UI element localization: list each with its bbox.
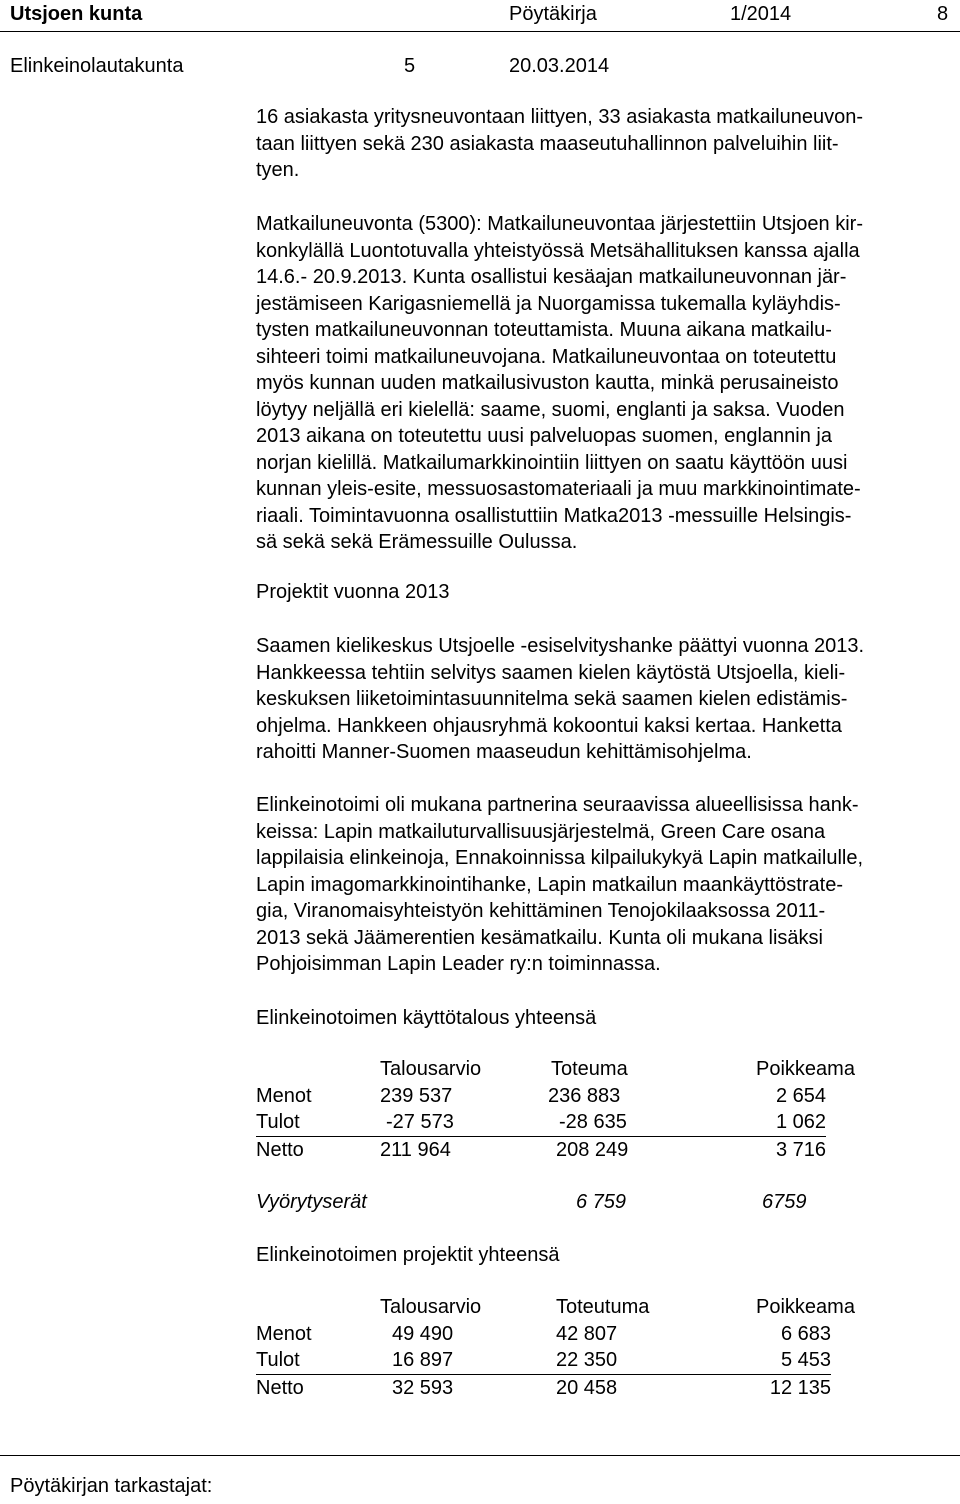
row-label: Netto: [256, 1138, 304, 1161]
text-line: kunnan yleis-esite, messuosastomateriaali ja muu markkinointimate-: [256, 478, 861, 500]
budget-cell: 32 593: [392, 1376, 454, 1399]
column-header-budget: Talousarvio: [380, 1058, 482, 1080]
difference-cell: 3 716: [775, 1138, 826, 1161]
row-label: Netto: [256, 1376, 304, 1399]
row-label: Tulot: [256, 1349, 300, 1371]
paragraph-tourism-advice: [256, 211, 956, 556]
operating-budget-title: Elinkeinotoimen käyttötalous yhteensä: [256, 1007, 597, 1029]
difference-cell: 6759: [762, 1191, 807, 1213]
difference-cell: 6 683: [780, 1322, 831, 1345]
footer-divider: [0, 1455, 960, 1456]
column-header-difference: Poikkeama: [756, 1058, 855, 1080]
text-line: jestämiseen Karigasniemellä ja Nuorgamissa tukemalla kyläyhdis-: [256, 292, 841, 315]
column-header-actual: Toteuma: [551, 1058, 628, 1080]
text-line: löytyy neljällä eri kielellä: saame, suomi, englanti ja saksa. Vuoden: [256, 398, 845, 421]
text-line: Lapin imagomarkkinointihanke, Lapin matkailun maankäyttöstrate-: [256, 873, 843, 896]
table-row: [256, 1083, 876, 1110]
text-line: tysten matkailuneuvonnan toteuttamista. Muuna aikana matkailu-: [256, 319, 832, 341]
table-header-row: [256, 1056, 876, 1083]
text-line: rahoitti Manner-Suomen maaseudun kehittämisohjelma.: [256, 741, 752, 763]
text-line: Saamen kielikeskus Utsjoelle -esiselvityshanke päättyi vuonna 2013.: [256, 635, 865, 657]
text-line: Matkailuneuvonta (5300): Matkailuneuvontaa järjestettiin Utsjoen kir-: [256, 213, 863, 235]
text-line: myös kunnan uuden matkailusivuston kautta, minkä perusaineisto: [256, 372, 839, 394]
budget-cell: 49 490: [392, 1322, 454, 1345]
actual-cell: 6 759: [576, 1191, 627, 1213]
text-line: Pohjoisimman Lapin Leader ry:n toiminnassa.: [256, 953, 661, 975]
text-line: ohjelma. Hankkeen ohjausryhmä kokoontui kaksi kertaa. Hanketta: [256, 714, 842, 737]
text-line: 16 asiakasta yritysneuvontaan liittyen, 33 asiakasta matkailuneuvon-: [256, 106, 864, 128]
column-header-budget: Talousarvio: [380, 1296, 482, 1318]
actual-cell: 22 350: [556, 1349, 618, 1371]
reviewers-label: Pöytäkirjan tarkastajat:: [10, 1475, 213, 1497]
operating-budget-table: [256, 1056, 876, 1163]
text-line: taan liittyen sekä 230 asiakasta maaseutuhallinnon palveluihin liit-: [256, 132, 839, 155]
text-line: sihteeri toimi matkailuneuvojana. Matkailuneuvontaa on toteutettu: [256, 345, 837, 368]
paragraph-partner-projects: [256, 792, 956, 978]
text-line: lappilaisia elinkeinoja, Ennakoinnissa kilpailukykyä Lapin matkailulle,: [256, 847, 864, 869]
row-label: Vyörytyserät: [256, 1191, 367, 1213]
doc-number: 1/2014: [730, 3, 792, 25]
column-header-actual: Toteutuma: [556, 1296, 650, 1318]
row-label: Menot: [256, 1322, 312, 1345]
committee-name: Elinkeinolautakunta: [10, 55, 184, 77]
text-line: 2013 sekä Jäämerentien kesämatkailu. Kunta oli mukana lisäksi: [256, 926, 823, 949]
actual-cell: -28 635: [559, 1111, 627, 1133]
text-line: tyen.: [256, 159, 300, 181]
budget-cell: 16 897: [392, 1349, 454, 1371]
text-line: keskuksen liiketoimintasuunnitelma sekä saamen kielen edistämis-: [256, 688, 848, 710]
section-number: 5: [404, 55, 416, 77]
text-line: riaali. Toimintavuonna osallistuttiin Matka2013 -messuille Helsingis-: [256, 504, 852, 527]
text-line: 2013 aikana on toteutettu uusi palveluopas suomen, englannin ja: [256, 425, 832, 447]
actual-cell: 208 249: [556, 1138, 629, 1161]
page-number: 8: [937, 3, 949, 25]
budget-cell: 211 964: [380, 1138, 451, 1161]
difference-cell: 1 062: [775, 1111, 826, 1133]
allocations-row: [256, 1189, 876, 1216]
table-row: [256, 1109, 826, 1137]
difference-cell: 5 453: [780, 1349, 831, 1371]
projects-heading: Projektit vuonna 2013: [256, 581, 450, 603]
table-row: [256, 1347, 831, 1375]
budget-cell: -27 573: [386, 1111, 454, 1133]
org-name: Utsjoen kunta: [10, 3, 143, 25]
column-header-difference: Poikkeama: [756, 1296, 855, 1318]
table-row: [256, 1375, 876, 1402]
table-header-row: [256, 1294, 876, 1321]
budget-cell: 239 537: [380, 1084, 453, 1107]
text-line: 14.6.- 20.9.2013. Kunta osallistui kesäajan matkailuneuvonnan jär-: [256, 266, 847, 288]
text-line: gia, Viranomaisyhteistyön kehittäminen Tenojokilaaksossa 2011-: [256, 900, 826, 922]
text-line: Elinkeinotoimi oli mukana partnerina seuraavissa alueellisissa hank-: [256, 794, 859, 816]
paragraph-language-centre: [256, 633, 956, 766]
difference-cell: 2 654: [775, 1084, 826, 1107]
text-line: keissa: Lapin matkailuturvallisuusjärjestelmä, Green Care osana: [256, 820, 826, 843]
text-line: sä sekä sekä Erämessuille Oulussa.: [256, 531, 578, 553]
row-label: Menot: [256, 1084, 312, 1107]
text-line: Hankkeessa tehtiin selvitys saamen kielen käytöstä Utsjoella, kieli-: [256, 661, 846, 684]
text-line: konkylällä Luontotuvalla yhteistyössä Metsähallituksen kanssa ajalla: [256, 239, 860, 262]
difference-cell: 12 135: [769, 1376, 831, 1399]
meeting-date: 20.03.2014: [509, 55, 610, 77]
header-divider: [0, 31, 960, 32]
projects-total-title: Elinkeinotoimen projektit yhteensä: [256, 1244, 560, 1266]
paragraph-customers: [256, 104, 956, 184]
text-line: norjan kielillä. Matkailumarkkinointiin liittyen on saatu käyttöön uusi: [256, 451, 848, 474]
projects-total-table: [256, 1294, 876, 1401]
table-row: [256, 1321, 876, 1348]
actual-cell: 42 807: [556, 1322, 618, 1345]
actual-cell: 20 458: [556, 1376, 618, 1399]
actual-cell: 236 883: [548, 1084, 621, 1107]
table-row: [256, 1137, 876, 1164]
row-label: Tulot: [256, 1111, 300, 1133]
doc-type: Pöytäkirja: [509, 3, 597, 25]
